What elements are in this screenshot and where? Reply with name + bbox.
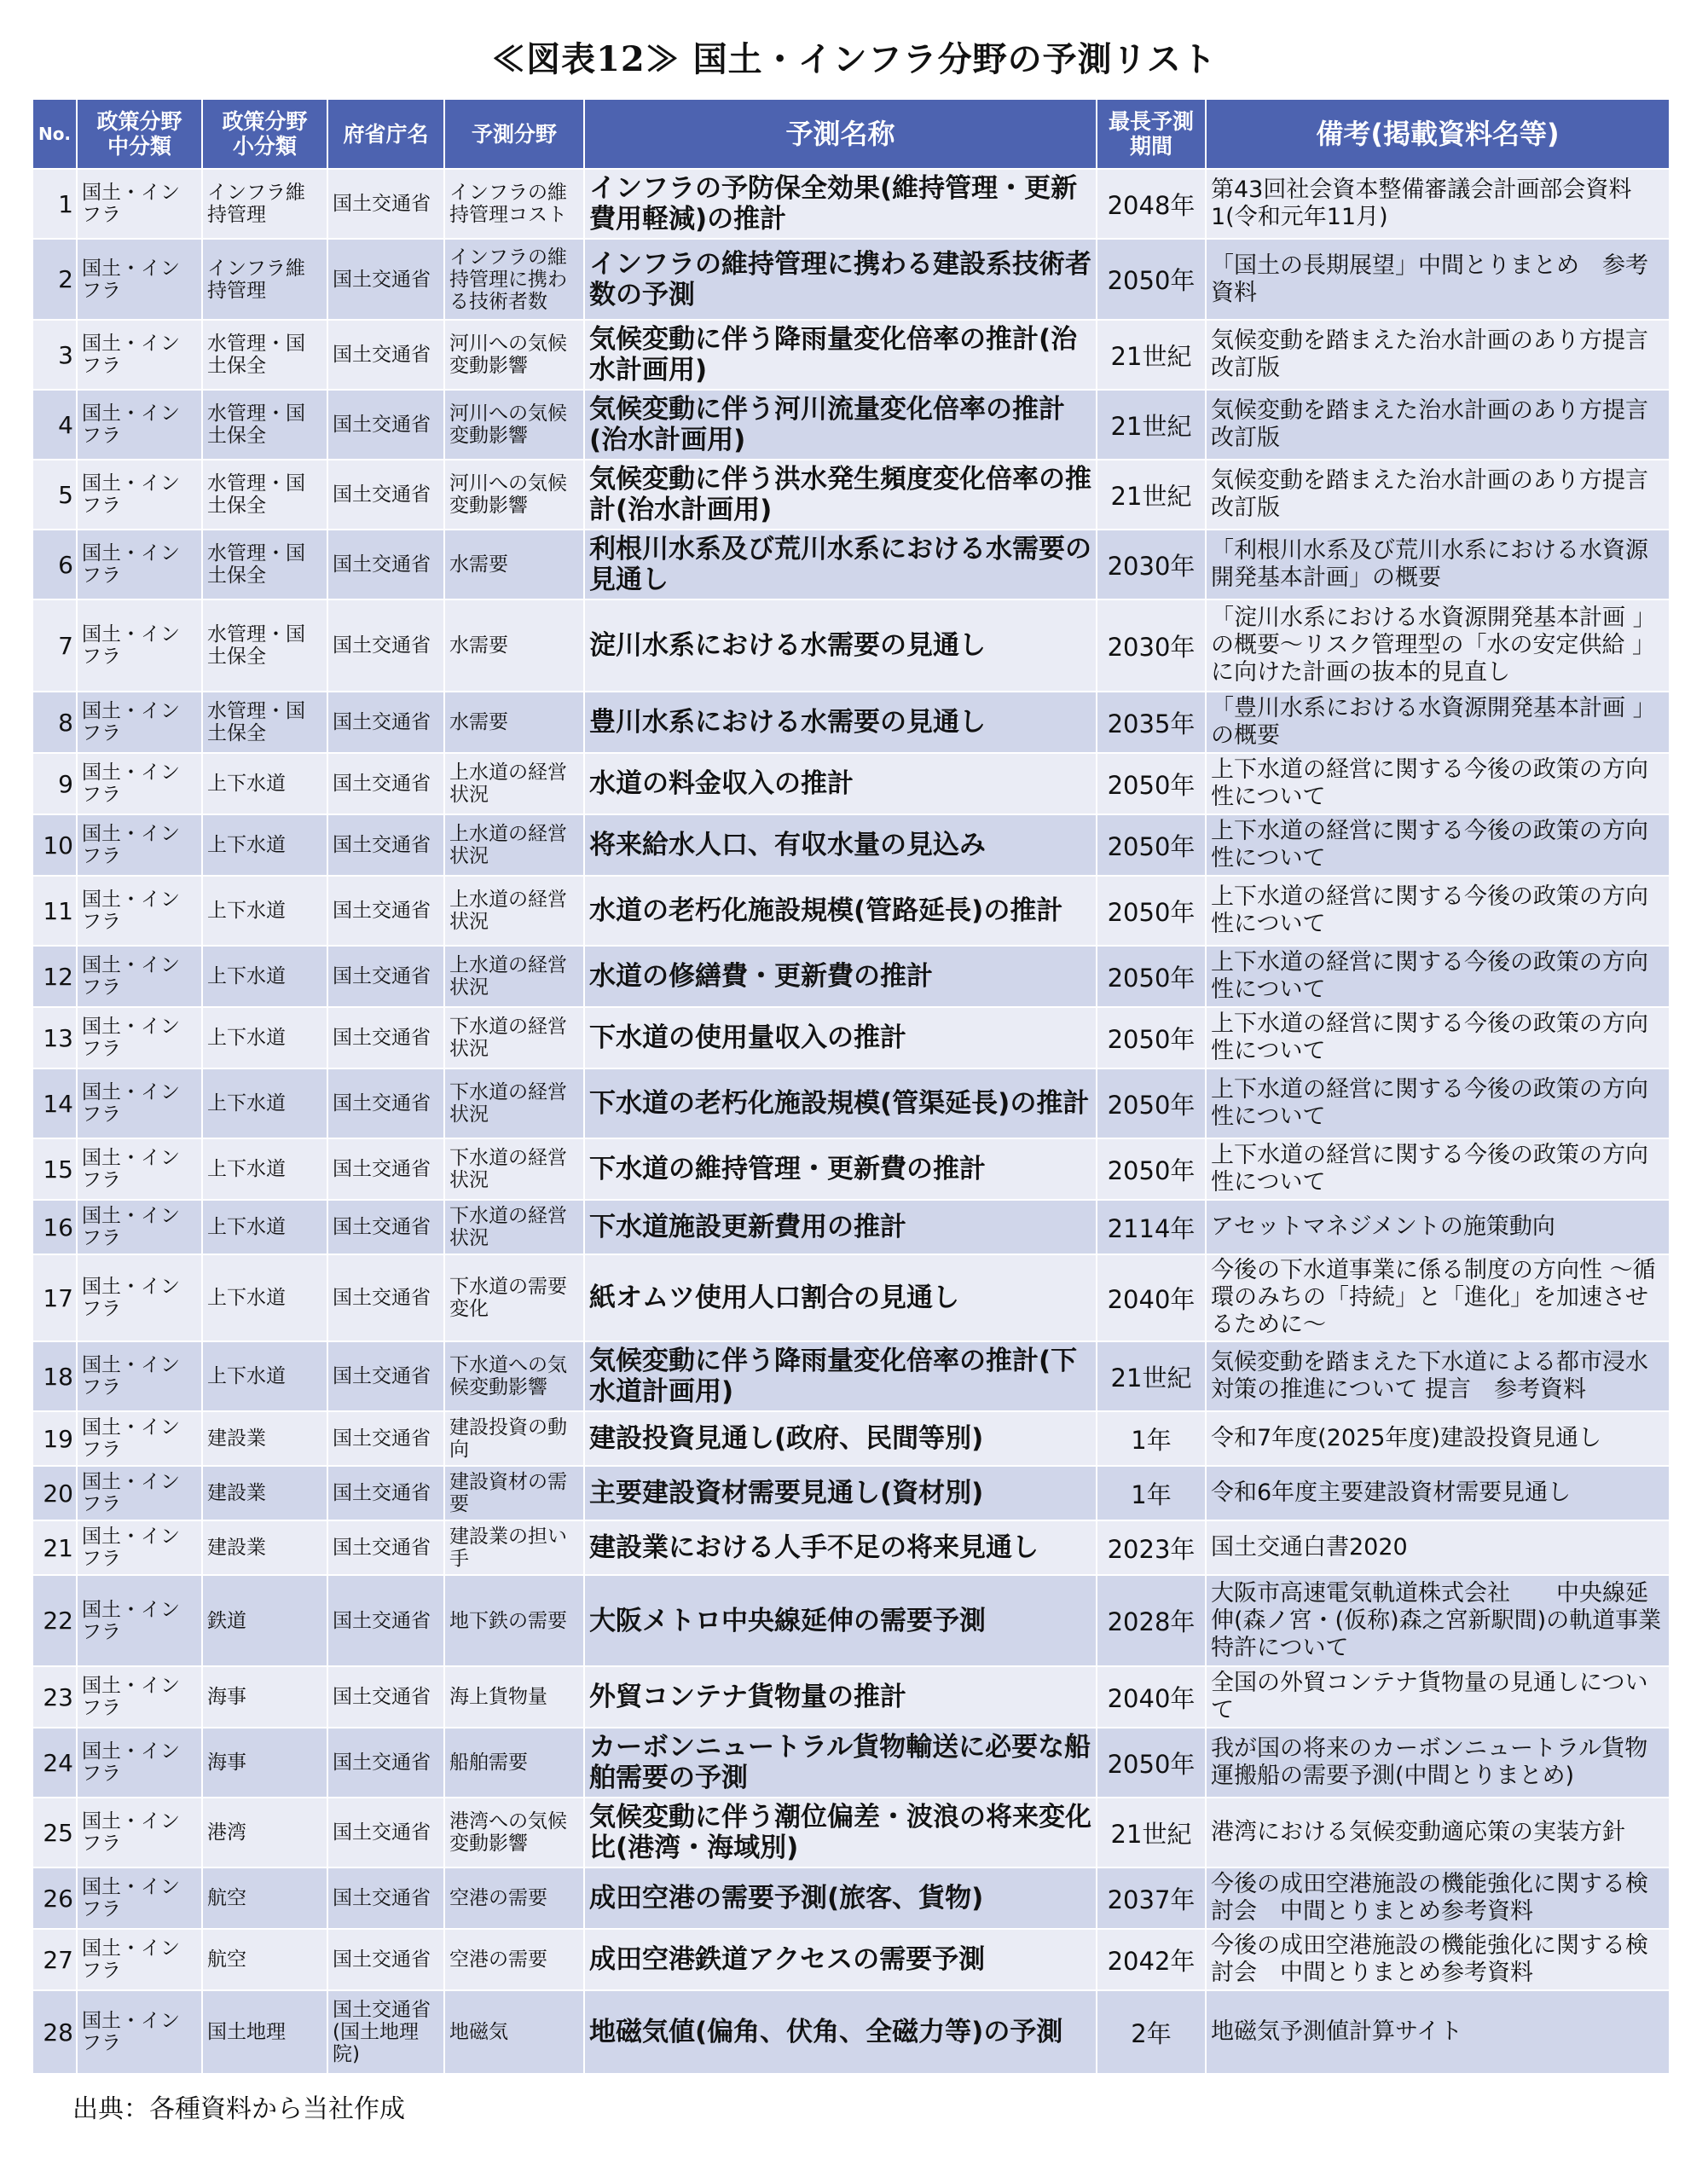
cell-mid-category: 国土・インフラ	[77, 1575, 202, 1666]
cell-period: 2050年	[1097, 814, 1206, 876]
cell-forecast-name: 利根川水系及び荒川水系における水需要の見通し	[584, 530, 1097, 599]
cell-sub-category: 海事	[202, 1728, 327, 1798]
cell-forecast-field: インフラの維持管理に携わる技術者数	[444, 239, 584, 320]
cell-note: 気候変動を踏まえた治水計画のあり方提言 改訂版	[1206, 390, 1670, 460]
cell-no: 28	[32, 1990, 77, 2074]
cell-forecast-field: 上水道の経営状況	[444, 876, 584, 946]
cell-sub-category: 水管理・国土保全	[202, 320, 327, 390]
cell-sub-category: 水管理・国土保全	[202, 599, 327, 692]
cell-sub-category: 水管理・国土保全	[202, 390, 327, 460]
cell-sub-category: 建設業	[202, 1520, 327, 1575]
cell-forecast-name: 下水道の老朽化施設規模(管渠延長)の推計	[584, 1068, 1097, 1138]
cell-forecast-name: 気候変動に伴う潮位偏差・波浪の将来変化比(港湾・海域別)	[584, 1798, 1097, 1867]
cell-sub-category: 上下水道	[202, 1254, 327, 1341]
cell-forecast-field: 地下鉄の需要	[444, 1575, 584, 1666]
cell-forecast-name: 気候変動に伴う降雨量変化倍率の推計(下水道計画用)	[584, 1341, 1097, 1411]
table-row	[32, 753, 1670, 814]
cell-no: 24	[32, 1728, 77, 1798]
cell-period: 2050年	[1097, 946, 1206, 1007]
cell-ministry: 国土交通省	[327, 692, 444, 753]
cell-sub-category: 港湾	[202, 1798, 327, 1867]
cell-no: 23	[32, 1666, 77, 1728]
cell-note: 上下水道の経営に関する今後の政策の方向性について	[1206, 753, 1670, 814]
table-row	[32, 1068, 1670, 1138]
cell-period: 2037年	[1097, 1867, 1206, 1929]
cell-forecast-field: 建設資材の需要	[444, 1466, 584, 1520]
cell-ministry: 国土交通省	[327, 814, 444, 876]
cell-note: 令和6年度主要建設資材需要見通し	[1206, 1466, 1670, 1520]
cell-note: 気候変動を踏まえた治水計画のあり方提言 改訂版	[1206, 320, 1670, 390]
cell-forecast-name: 将来給水人口、有収水量の見込み	[584, 814, 1097, 876]
cell-ministry: 国土交通省	[327, 1666, 444, 1728]
cell-period: 2050年	[1097, 239, 1206, 320]
cell-mid-category: 国土・インフラ	[77, 1520, 202, 1575]
cell-ministry: 国土交通省	[327, 1520, 444, 1575]
cell-forecast-field: 船舶需要	[444, 1728, 584, 1798]
table-row	[32, 1254, 1670, 1341]
cell-mid-category: 国土・インフラ	[77, 1200, 202, 1254]
header-ministry: 府省庁名	[327, 99, 444, 169]
cell-sub-category: 水管理・国土保全	[202, 692, 327, 753]
cell-period: 1年	[1097, 1411, 1206, 1466]
cell-ministry: 国土交通省	[327, 1798, 444, 1867]
cell-ministry: 国土交通省	[327, 460, 444, 530]
cell-note: 我が国の将来のカーボンニュートラル貨物運搬船の需要予測(中間とりまとめ)	[1206, 1728, 1670, 1798]
cell-sub-category: 上下水道	[202, 1200, 327, 1254]
cell-period: 2028年	[1097, 1575, 1206, 1666]
table-row	[32, 1007, 1670, 1068]
cell-note: 港湾における気候変動適応策の実装方針	[1206, 1798, 1670, 1867]
cell-period: 2030年	[1097, 599, 1206, 692]
cell-ministry: 国土交通省	[327, 1068, 444, 1138]
forecast-table	[32, 98, 1670, 2075]
cell-mid-category: 国土・インフラ	[77, 239, 202, 320]
cell-note: 気候変動を踏まえた下水道による都市浸水対策の推進について 提言 参考資料	[1206, 1341, 1670, 1411]
page-title: ≪図表12≫ 国土・インフラ分野の予測リスト	[491, 39, 1217, 79]
cell-note: 今後の成田空港施設の機能強化に関する検討会 中間とりまとめ参考資料	[1206, 1929, 1670, 1990]
cell-note: 「国土の長期展望」中間とりまとめ 参考資料	[1206, 239, 1670, 320]
cell-forecast-name: 水道の老朽化施設規模(管路延長)の推計	[584, 876, 1097, 946]
cell-forecast-field: 河川への気候変動影響	[444, 460, 584, 530]
cell-no: 10	[32, 814, 77, 876]
cell-note: 「豊川水系における水資源開発基本計画 」の概要	[1206, 692, 1670, 753]
table-row	[32, 1341, 1670, 1411]
cell-sub-category: 建設業	[202, 1411, 327, 1466]
cell-sub-category: 上下水道	[202, 1007, 327, 1068]
cell-forecast-field: インフラの維持管理コスト	[444, 169, 584, 239]
cell-sub-category: 水管理・国土保全	[202, 460, 327, 530]
cell-period: 2050年	[1097, 1007, 1206, 1068]
header-sub-category: 政策分野 小分類	[202, 99, 327, 169]
cell-mid-category: 国土・インフラ	[77, 1798, 202, 1867]
cell-period: 2042年	[1097, 1929, 1206, 1990]
cell-mid-category: 国土・インフラ	[77, 460, 202, 530]
cell-ministry: 国土交通省	[327, 390, 444, 460]
cell-ministry: 国土交通省	[327, 1007, 444, 1068]
cell-forecast-field: 水需要	[444, 530, 584, 599]
cell-forecast-name: カーボンニュートラル貨物輸送に必要な船舶需要の予測	[584, 1728, 1097, 1798]
cell-forecast-name: 水道の修繕費・更新費の推計	[584, 946, 1097, 1007]
cell-no: 21	[32, 1520, 77, 1575]
cell-ministry: 国土交通省	[327, 1341, 444, 1411]
cell-ministry: 国土交通省	[327, 1254, 444, 1341]
cell-mid-category: 国土・インフラ	[77, 530, 202, 599]
cell-ministry: 国土交通省	[327, 1728, 444, 1798]
cell-period: 2050年	[1097, 1728, 1206, 1798]
cell-mid-category: 国土・インフラ	[77, 599, 202, 692]
cell-forecast-field: 上水道の経営状況	[444, 753, 584, 814]
cell-ministry: 国土交通省	[327, 1466, 444, 1520]
cell-ministry: 国土交通省	[327, 946, 444, 1007]
cell-ministry: 国土交通省	[327, 876, 444, 946]
cell-sub-category: 上下水道	[202, 814, 327, 876]
table-row	[32, 1666, 1670, 1728]
cell-note: 上下水道の経営に関する今後の政策の方向性について	[1206, 1068, 1670, 1138]
cell-sub-category: 航空	[202, 1929, 327, 1990]
table-row	[32, 692, 1670, 753]
cell-no: 17	[32, 1254, 77, 1341]
header-note: 備考(掲載資料名等)	[1206, 99, 1670, 169]
cell-no: 1	[32, 169, 77, 239]
cell-no: 26	[32, 1867, 77, 1929]
cell-ministry: 国土交通省	[327, 1138, 444, 1200]
cell-period: 2030年	[1097, 530, 1206, 599]
cell-forecast-field: 建設業の担い手	[444, 1520, 584, 1575]
cell-forecast-field: 空港の需要	[444, 1929, 584, 1990]
cell-forecast-name: インフラの予防保全効果(維持管理・更新費用軽減)の推計	[584, 169, 1097, 239]
cell-ministry: 国土交通省	[327, 599, 444, 692]
cell-mid-category: 国土・インフラ	[77, 320, 202, 390]
cell-ministry: 国土交通省(国土地理院)	[327, 1990, 444, 2074]
cell-note: 上下水道の経営に関する今後の政策の方向性について	[1206, 1007, 1670, 1068]
cell-period: 2023年	[1097, 1520, 1206, 1575]
table-row	[32, 169, 1670, 239]
cell-forecast-name: 下水道施設更新費用の推計	[584, 1200, 1097, 1254]
cell-note: 上下水道の経営に関する今後の政策の方向性について	[1206, 876, 1670, 946]
cell-sub-category: 航空	[202, 1867, 327, 1929]
table-row	[32, 1798, 1670, 1867]
cell-forecast-field: 上水道の経営状況	[444, 814, 584, 876]
cell-period: 2050年	[1097, 876, 1206, 946]
cell-mid-category: 国土・インフラ	[77, 876, 202, 946]
cell-forecast-name: 建設投資見通し(政府、民間等別)	[584, 1411, 1097, 1466]
cell-period: 21世紀	[1097, 460, 1206, 530]
table-row	[32, 946, 1670, 1007]
table-row	[32, 320, 1670, 390]
table-row	[32, 390, 1670, 460]
cell-note: 第43回社会資本整備審議会計画部会資料1(令和元年11月)	[1206, 169, 1670, 239]
cell-period: 2050年	[1097, 1138, 1206, 1200]
cell-note: 地磁気予測値計算サイト	[1206, 1990, 1670, 2074]
cell-note: 上下水道の経営に関する今後の政策の方向性について	[1206, 946, 1670, 1007]
cell-mid-category: 国土・インフラ	[77, 692, 202, 753]
cell-forecast-field: 水需要	[444, 692, 584, 753]
cell-period: 21世紀	[1097, 1798, 1206, 1867]
cell-period: 2年	[1097, 1990, 1206, 2074]
cell-forecast-field: 河川への気候変動影響	[444, 320, 584, 390]
cell-note: 今後の下水道事業に係る制度の方向性 ～循環のみちの「持続」と「進化」を加速させるために～	[1206, 1254, 1670, 1341]
cell-no: 27	[32, 1929, 77, 1990]
cell-ministry: 国土交通省	[327, 1411, 444, 1466]
cell-period: 21世紀	[1097, 390, 1206, 460]
cell-mid-category: 国土・インフラ	[77, 390, 202, 460]
cell-forecast-field: 空港の需要	[444, 1867, 584, 1929]
cell-ministry: 国土交通省	[327, 1200, 444, 1254]
cell-period: 1年	[1097, 1466, 1206, 1520]
cell-forecast-field: 下水道の経営状況	[444, 1007, 584, 1068]
cell-mid-category: 国土・インフラ	[77, 1990, 202, 2074]
cell-ministry: 国土交通省	[327, 753, 444, 814]
table-row	[32, 814, 1670, 876]
cell-forecast-field: 下水道の経営状況	[444, 1068, 584, 1138]
cell-forecast-name: 主要建設資材需要見通し(資材別)	[584, 1466, 1097, 1520]
table-row	[32, 1520, 1670, 1575]
cell-sub-category: 鉄道	[202, 1575, 327, 1666]
cell-note: 大阪市高速電気軌道株式会社 中央線延伸(森ノ宮・(仮称)森之宮新駅間)の軌道事業特許について	[1206, 1575, 1670, 1666]
cell-note: 令和7年度(2025年度)建設投資見通し	[1206, 1411, 1670, 1466]
cell-no: 18	[32, 1341, 77, 1411]
cell-no: 25	[32, 1798, 77, 1867]
source-note: 出典：各種資料から当社作成	[72, 2094, 405, 2124]
cell-ministry: 国土交通省	[327, 530, 444, 599]
cell-no: 8	[32, 692, 77, 753]
cell-forecast-name: 気候変動に伴う河川流量変化倍率の推計(治水計画用)	[584, 390, 1097, 460]
cell-period: 21世紀	[1097, 1341, 1206, 1411]
cell-no: 15	[32, 1138, 77, 1200]
cell-mid-category: 国土・インフラ	[77, 1138, 202, 1200]
table-row	[32, 1867, 1670, 1929]
cell-note: 国土交通白書2020	[1206, 1520, 1670, 1575]
cell-ministry: 国土交通省	[327, 1575, 444, 1666]
header-mid-category: 政策分野 中分類	[77, 99, 202, 169]
cell-ministry: 国土交通省	[327, 1929, 444, 1990]
cell-sub-category: 上下水道	[202, 876, 327, 946]
cell-forecast-name: 紙オムツ使用人口割合の見通し	[584, 1254, 1097, 1341]
header-period: 最長予測 期間	[1097, 99, 1206, 169]
cell-period: 2050年	[1097, 753, 1206, 814]
cell-no: 7	[32, 599, 77, 692]
cell-no: 3	[32, 320, 77, 390]
table-row	[32, 876, 1670, 946]
cell-mid-category: 国土・インフラ	[77, 1254, 202, 1341]
cell-forecast-field: 地磁気	[444, 1990, 584, 2074]
cell-sub-category: 水管理・国土保全	[202, 530, 327, 599]
cell-note: 今後の成田空港施設の機能強化に関する検討会 中間とりまとめ参考資料	[1206, 1867, 1670, 1929]
cell-forecast-name: 外貿コンテナ貨物量の推計	[584, 1666, 1097, 1728]
cell-mid-category: 国土・インフラ	[77, 1466, 202, 1520]
header-forecast-name: 予測名称	[584, 99, 1097, 169]
cell-period: 2114年	[1097, 1200, 1206, 1254]
cell-forecast-field: 下水道の需要変化	[444, 1254, 584, 1341]
cell-forecast-name: 気候変動に伴う降雨量変化倍率の推計(治水計画用)	[584, 320, 1097, 390]
cell-no: 5	[32, 460, 77, 530]
cell-forecast-name: 淀川水系における水需要の見通し	[584, 599, 1097, 692]
cell-forecast-field: 河川への気候変動影響	[444, 390, 584, 460]
cell-forecast-name: 地磁気値(偏角、伏角、全磁力等)の予測	[584, 1990, 1097, 2074]
cell-period: 2035年	[1097, 692, 1206, 753]
cell-forecast-field: 海上貨物量	[444, 1666, 584, 1728]
cell-ministry: 国土交通省	[327, 239, 444, 320]
cell-mid-category: 国土・インフラ	[77, 1007, 202, 1068]
cell-note: 上下水道の経営に関する今後の政策の方向性について	[1206, 814, 1670, 876]
table-row	[32, 1929, 1670, 1990]
cell-mid-category: 国土・インフラ	[77, 1411, 202, 1466]
table-row	[32, 530, 1670, 599]
cell-period: 2050年	[1097, 1068, 1206, 1138]
cell-mid-category: 国土・インフラ	[77, 1068, 202, 1138]
cell-sub-category: 海事	[202, 1666, 327, 1728]
cell-mid-category: 国土・インフラ	[77, 1341, 202, 1411]
cell-forecast-field: 下水道の経営状況	[444, 1138, 584, 1200]
cell-sub-category: 上下水道	[202, 1138, 327, 1200]
table-row	[32, 1411, 1670, 1466]
cell-sub-category: 上下水道	[202, 1068, 327, 1138]
cell-forecast-name: 下水道の使用量収入の推計	[584, 1007, 1097, 1068]
cell-mid-category: 国土・インフラ	[77, 814, 202, 876]
cell-mid-category: 国土・インフラ	[77, 1666, 202, 1728]
cell-note: 「利根川水系及び荒川水系における水資源開発基本計画」の概要	[1206, 530, 1670, 599]
cell-mid-category: 国土・インフラ	[77, 1728, 202, 1798]
header-no: No.	[32, 99, 77, 169]
header-forecast-field: 予測分野	[444, 99, 584, 169]
table-row	[32, 1466, 1670, 1520]
cell-no: 6	[32, 530, 77, 599]
cell-no: 9	[32, 753, 77, 814]
cell-mid-category: 国土・インフラ	[77, 946, 202, 1007]
cell-sub-category: 上下水道	[202, 946, 327, 1007]
cell-forecast-field: 下水道の経営状況	[444, 1200, 584, 1254]
cell-sub-category: 上下水道	[202, 1341, 327, 1411]
cell-forecast-field: 水需要	[444, 599, 584, 692]
cell-note: 気候変動を踏まえた治水計画のあり方提言 改訂版	[1206, 460, 1670, 530]
cell-forecast-name: 建設業における人手不足の将来見通し	[584, 1520, 1097, 1575]
table-header-row	[32, 99, 1670, 169]
cell-ministry: 国土交通省	[327, 320, 444, 390]
cell-no: 13	[32, 1007, 77, 1068]
cell-no: 12	[32, 946, 77, 1007]
cell-mid-category: 国土・インフラ	[77, 169, 202, 239]
cell-period: 2048年	[1097, 169, 1206, 239]
table-row	[32, 599, 1670, 692]
cell-period: 2040年	[1097, 1254, 1206, 1341]
cell-ministry: 国土交通省	[327, 169, 444, 239]
cell-note: 「淀川水系における水資源開発基本計画 」の概要～リスク管理型の「水の安定供給 」に向けた計画の抜本的見直し	[1206, 599, 1670, 692]
cell-note: アセットマネジメントの施策動向	[1206, 1200, 1670, 1254]
table-row	[32, 239, 1670, 320]
cell-no: 11	[32, 876, 77, 946]
cell-forecast-name: インフラの維持管理に携わる建設系技術者数の予測	[584, 239, 1097, 320]
cell-forecast-field: 港湾への気候変動影響	[444, 1798, 584, 1867]
table-row	[32, 460, 1670, 530]
cell-forecast-field: 建設投資の動向	[444, 1411, 584, 1466]
cell-note: 上下水道の経営に関する今後の政策の方向性について	[1206, 1138, 1670, 1200]
cell-forecast-name: 成田空港鉄道アクセスの需要予測	[584, 1929, 1097, 1990]
cell-sub-category: 建設業	[202, 1466, 327, 1520]
table-row	[32, 1200, 1670, 1254]
table-row	[32, 1728, 1670, 1798]
cell-sub-category: インフラ維持管理	[202, 239, 327, 320]
cell-no: 19	[32, 1411, 77, 1466]
cell-sub-category: インフラ維持管理	[202, 169, 327, 239]
cell-forecast-name: 成田空港の需要予測(旅客、貨物)	[584, 1867, 1097, 1929]
cell-period: 2040年	[1097, 1666, 1206, 1728]
cell-forecast-field: 下水道への気候変動影響	[444, 1341, 584, 1411]
cell-forecast-name: 下水道の維持管理・更新費の推計	[584, 1138, 1097, 1200]
cell-forecast-field: 上水道の経営状況	[444, 946, 584, 1007]
cell-no: 14	[32, 1068, 77, 1138]
cell-no: 16	[32, 1200, 77, 1254]
cell-no: 4	[32, 390, 77, 460]
cell-ministry: 国土交通省	[327, 1867, 444, 1929]
cell-no: 22	[32, 1575, 77, 1666]
cell-mid-category: 国土・インフラ	[77, 1867, 202, 1929]
cell-period: 21世紀	[1097, 320, 1206, 390]
cell-sub-category: 国土地理	[202, 1990, 327, 2074]
cell-forecast-name: 大阪メトロ中央線延伸の需要予測	[584, 1575, 1097, 1666]
cell-forecast-name: 水道の料金収入の推計	[584, 753, 1097, 814]
cell-no: 20	[32, 1466, 77, 1520]
cell-sub-category: 上下水道	[202, 753, 327, 814]
table-row	[32, 1575, 1670, 1666]
cell-forecast-name: 豊川水系における水需要の見通し	[584, 692, 1097, 753]
cell-note: 全国の外貿コンテナ貨物量の見通しについて	[1206, 1666, 1670, 1728]
cell-mid-category: 国土・インフラ	[77, 753, 202, 814]
cell-no: 2	[32, 239, 77, 320]
cell-mid-category: 国土・インフラ	[77, 1929, 202, 1990]
cell-forecast-name: 気候変動に伴う洪水発生頻度変化倍率の推計(治水計画用)	[584, 460, 1097, 530]
table-row	[32, 1138, 1670, 1200]
table-row	[32, 1990, 1670, 2074]
